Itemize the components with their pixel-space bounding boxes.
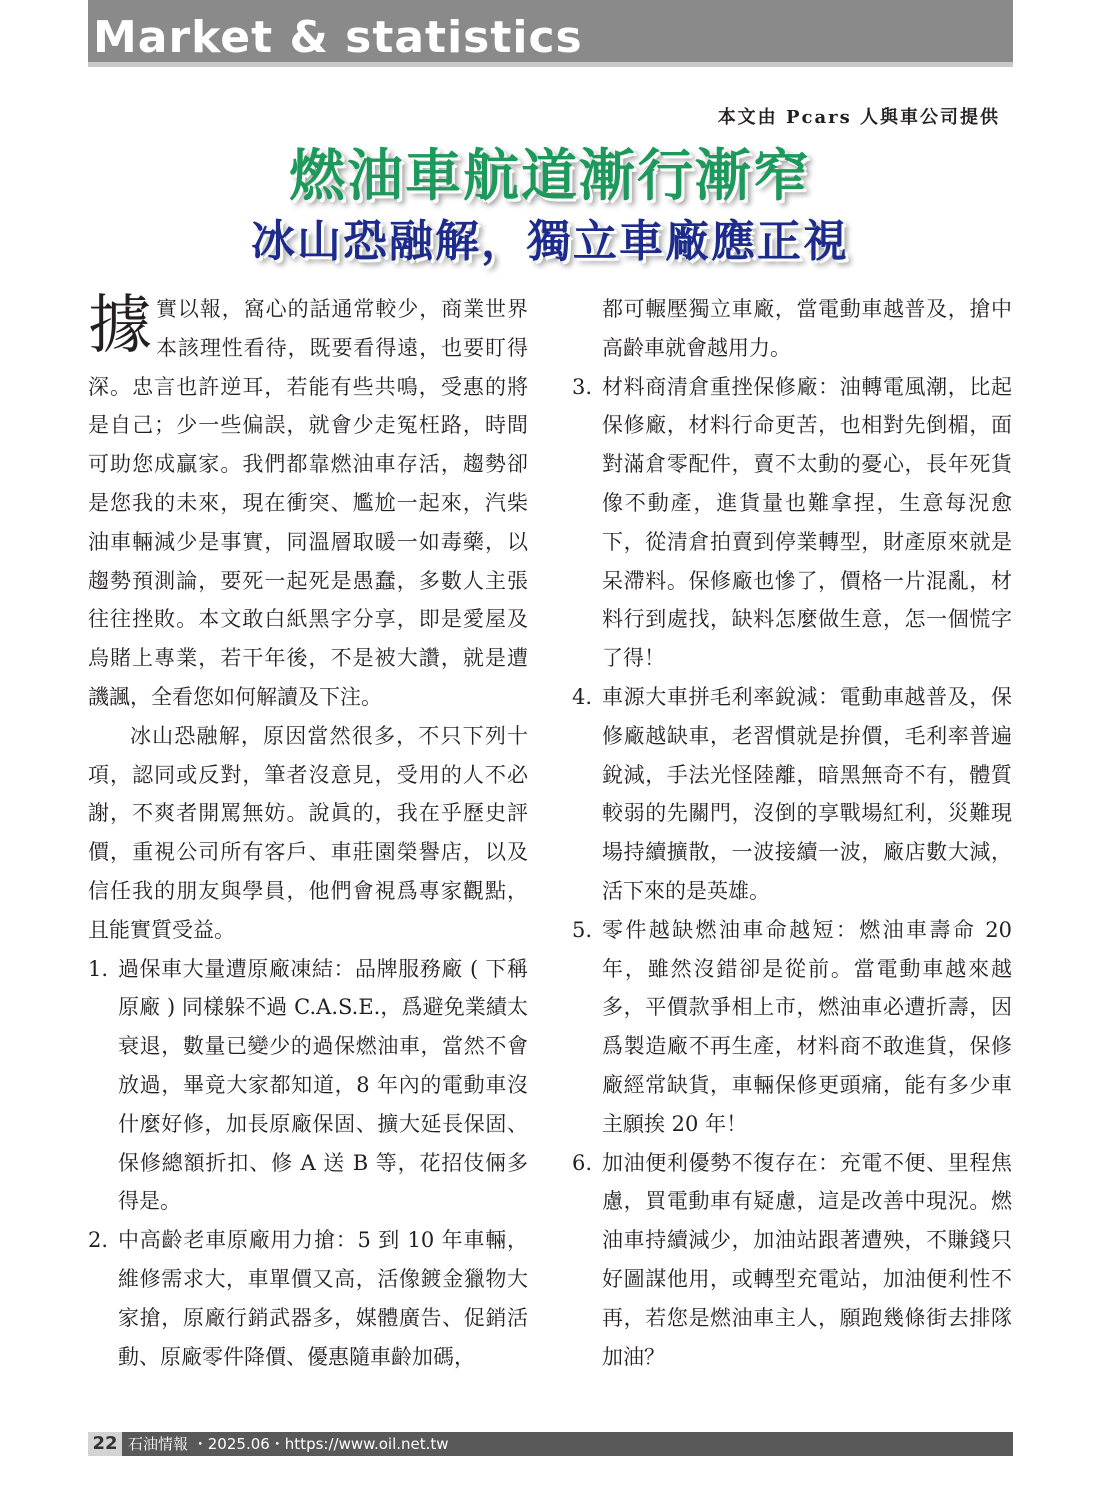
list-text: 車源大車拼毛利率銳減：電動車越普及，保修廠越缺車，老習慣就是拚價，毛利率普遍銳減，手法光怪陸離，暗黑無奇不有，體質較弱的先關門，沒倒的享戰場紅利，災難現場持續擴散，一波接續一波，廠店數大減，活下來的是英雄。 <box>602 684 1012 903</box>
list-item-5 <box>572 911 1012 1144</box>
list-item-4 <box>572 678 1012 911</box>
list-number: 2. <box>88 1228 109 1253</box>
page-number: 22 <box>88 1432 122 1456</box>
section-title: Market & statistics <box>93 12 583 63</box>
list-item-2 <box>88 1221 528 1376</box>
article-subheadline: 冰山恐融解，獨立車廠應正視 <box>251 216 849 267</box>
list-text: 過保車大量遭原廠凍結：品牌服務廠 ( 下稱原廠 ) 同樣躲不過 C.A.S.E.，爲避免業績太衰退，數量已變少的過保燃油車，當然不會放過，畢竟大家都知道，8 年內的電動車沒什麼好修，加長原廠保固、擴大延長保固、保修總額折扣、修 A 送 B 等，花招伎倆多得是。 <box>118 956 528 1214</box>
list-number: 1. <box>88 956 109 981</box>
list-number: 6. <box>572 1150 593 1175</box>
drop-cap: 據 <box>88 289 152 363</box>
intro-text: 實以報，窩心的話通常較少，商業世界本該理性看待，既要看得遠，也要盯得深。忠言也許逆耳，若能有些共鳴，受惠的將是自己；少一些偏誤，就會少走冤枉路，時間可助您成贏家。我們都靠燃油車存活，趨勢卻是您我的未來，現在衝突、尷尬一起來，汽柴油車輛減少是事實，同溫層取暖一如毒藥，以趨勢預測論，要死一起死是愚蠢，多數人主張往往挫敗。本文敢白紙黑字分享，即是愛屋及烏賭上專業，若干年後，不是被大讚，就是遭譏諷，全看您如何解讀及下注。 <box>88 297 528 709</box>
intro-paragraph <box>88 290 528 717</box>
list-text: 零件越缺燃油車命越短：燃油車壽命 20 年，雖然沒錯卻是從前。當電動車越來越多，平價款爭相上市，燃油車必遭折壽，因爲製造廠不再生產，材料商不敢進貨，保修廠經常缺貨，車輛保修更頭痛，能有多少車主願挨 20 年！ <box>602 917 1012 1136</box>
left-column <box>88 290 528 1376</box>
list-item-2-continued: 都可輾壓獨立車廠，當電動車越普及，搶中高齡車就會越用力。 <box>602 297 1012 360</box>
list-number: 5. <box>572 917 593 942</box>
list-item-3 <box>572 368 1012 678</box>
list-text: 材料商清倉重挫保修廠：油轉電風潮，比起保修廠，材料行命更苦，也相對先倒楣，面對滿倉零配件，賣不太動的憂心，長年死貨像不動產，進貨量也難拿捏，生意每況愈下，從清倉拍賣到停業轉型，財產原來就是呆滯料。保修廠也慘了，價格一片混亂，材料行到處找，缺料怎麼做生意，怎一個慌字了得！ <box>602 374 1012 671</box>
list-text: 加油便利優勢不復存在：充電不便、里程焦慮，買電動車有疑慮，這是改善中現況。燃油車持續減少，加油站跟著遭殃，不賺錢只好圖謀他用，或轉型充電站，加油便利性不再，若您是燃油車主人，願跑幾條街去排隊加油？ <box>602 1150 1012 1369</box>
list-text: 中高齡老車原廠用力搶：5 到 10 年車輛，維修需求大，車單價又高，活像鍍金獵物大家搶，原廠行銷武器多，媒體廣告、促銷活動、原廠零件降價、優惠隨車齡加碼， <box>118 1228 528 1369</box>
list-item-1 <box>88 950 528 1222</box>
list-number: 4. <box>572 684 593 709</box>
article-credit: 本文由 Pcars 人與車公司提供 <box>717 107 1000 128</box>
list-item-6 <box>572 1144 1012 1377</box>
right-column <box>572 290 1012 1376</box>
list-number: 3. <box>572 374 593 399</box>
footer-publication: 石油情報 ・2025.06・https://www.oil.net.tw <box>122 1432 1013 1456</box>
article-headline: 燃油車航道漸行漸窄 <box>289 144 811 209</box>
body-paragraph: 冰山恐融解，原因當然很多，不只下列十項，認同或反對，筆者沒意見，受用的人不必謝，不爽者開罵無妨。說眞的，我在乎歷史評價，重視公司所有客戶、車莊園榮譽店，以及信任我的朋友與學員，他們會視爲專家觀點，且能實質受益。 <box>88 723 528 942</box>
